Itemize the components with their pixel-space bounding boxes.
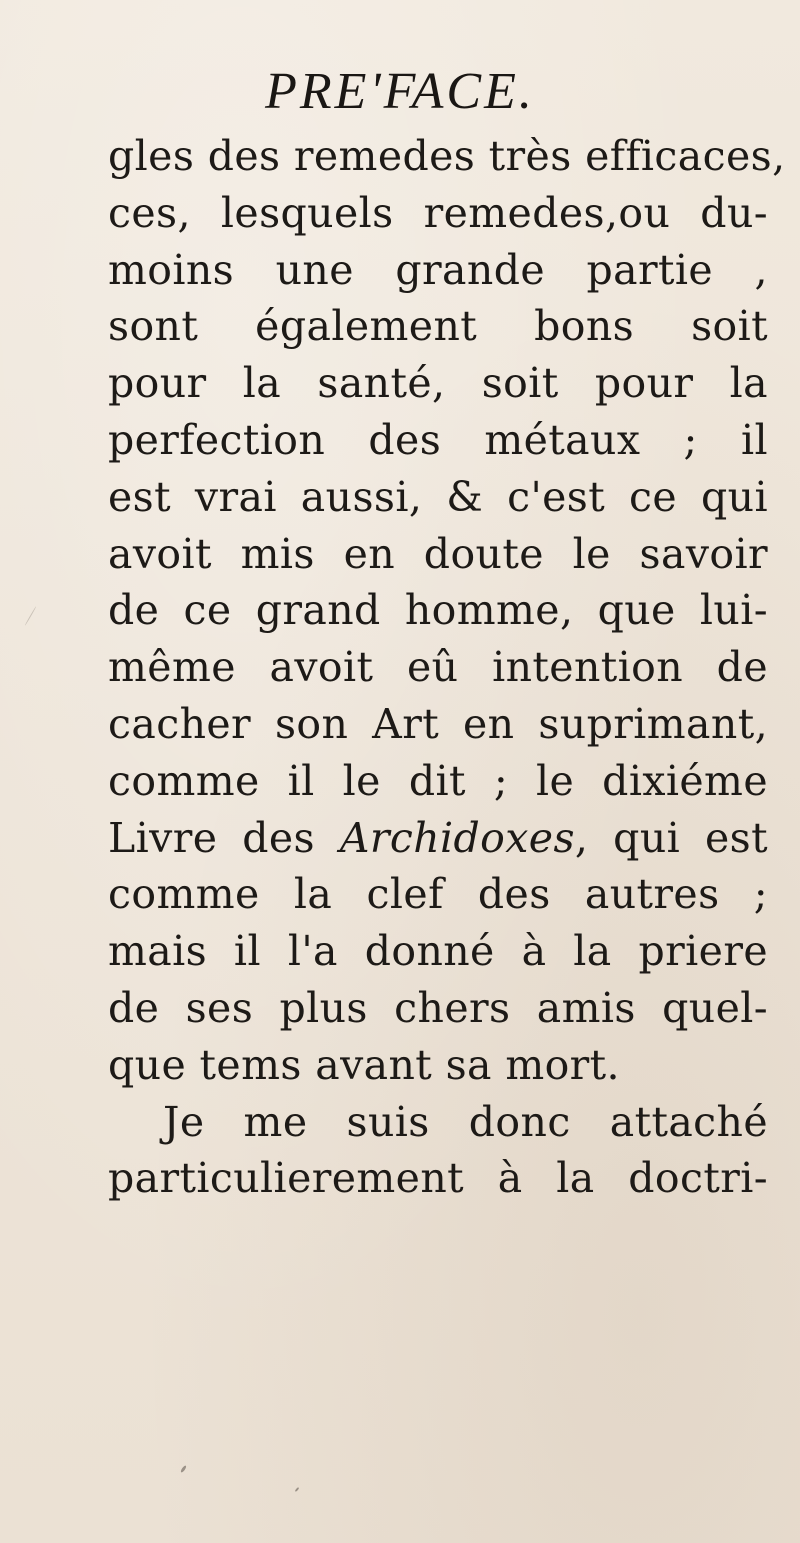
text-line-9: de ce grand homme, que lui- bbox=[108, 586, 768, 635]
ink-speck bbox=[180, 1465, 187, 1473]
text-line-11: cacher son Art en suprimant, bbox=[108, 699, 768, 748]
text-line-14: comme la clef des autres ; bbox=[108, 870, 768, 919]
text-line-19: particulierement à la doctri- bbox=[108, 1154, 768, 1203]
text-line-7: est vrai aussi, & c'est ce qui bbox=[108, 472, 768, 521]
text-line-13-start: Livre des bbox=[108, 813, 315, 862]
text-block bbox=[108, 128, 786, 1207]
text-line-8: avoit mis en doute le savoir bbox=[108, 529, 768, 578]
book-title-italic: Archidoxes bbox=[339, 813, 575, 862]
text-line-18: Je me suis donc attaché bbox=[163, 1097, 768, 1146]
text-line-3: moins une grande partie , bbox=[108, 245, 768, 294]
text-line-12: comme il le dit ; le dixiéme bbox=[108, 756, 768, 805]
text-line-6: perfection des métaux ; il bbox=[108, 415, 768, 464]
ink-speck bbox=[295, 1487, 300, 1492]
text-line-15: mais il l'a donné à la priere bbox=[108, 927, 768, 976]
text-line-16: de ses plus chers amis quel- bbox=[108, 983, 768, 1032]
text-line-13 bbox=[108, 810, 768, 867]
text-line-13-end: , qui est bbox=[574, 813, 768, 862]
text-line-2: ces, lesquels remedes,ou du- bbox=[108, 188, 768, 237]
text-line-4: sont également bons soit bbox=[108, 302, 768, 351]
text-line-10: même avoit eû intention de bbox=[108, 643, 768, 692]
running-head: PRE'FACE. bbox=[265, 63, 535, 120]
text-line-17: que tems avant sa mort. bbox=[108, 1040, 620, 1089]
ink-speck bbox=[25, 606, 37, 626]
text-line-5: pour la santé, soit pour la bbox=[108, 359, 768, 408]
text-line-1: gles des remedes très efficaces, bbox=[108, 132, 786, 180]
